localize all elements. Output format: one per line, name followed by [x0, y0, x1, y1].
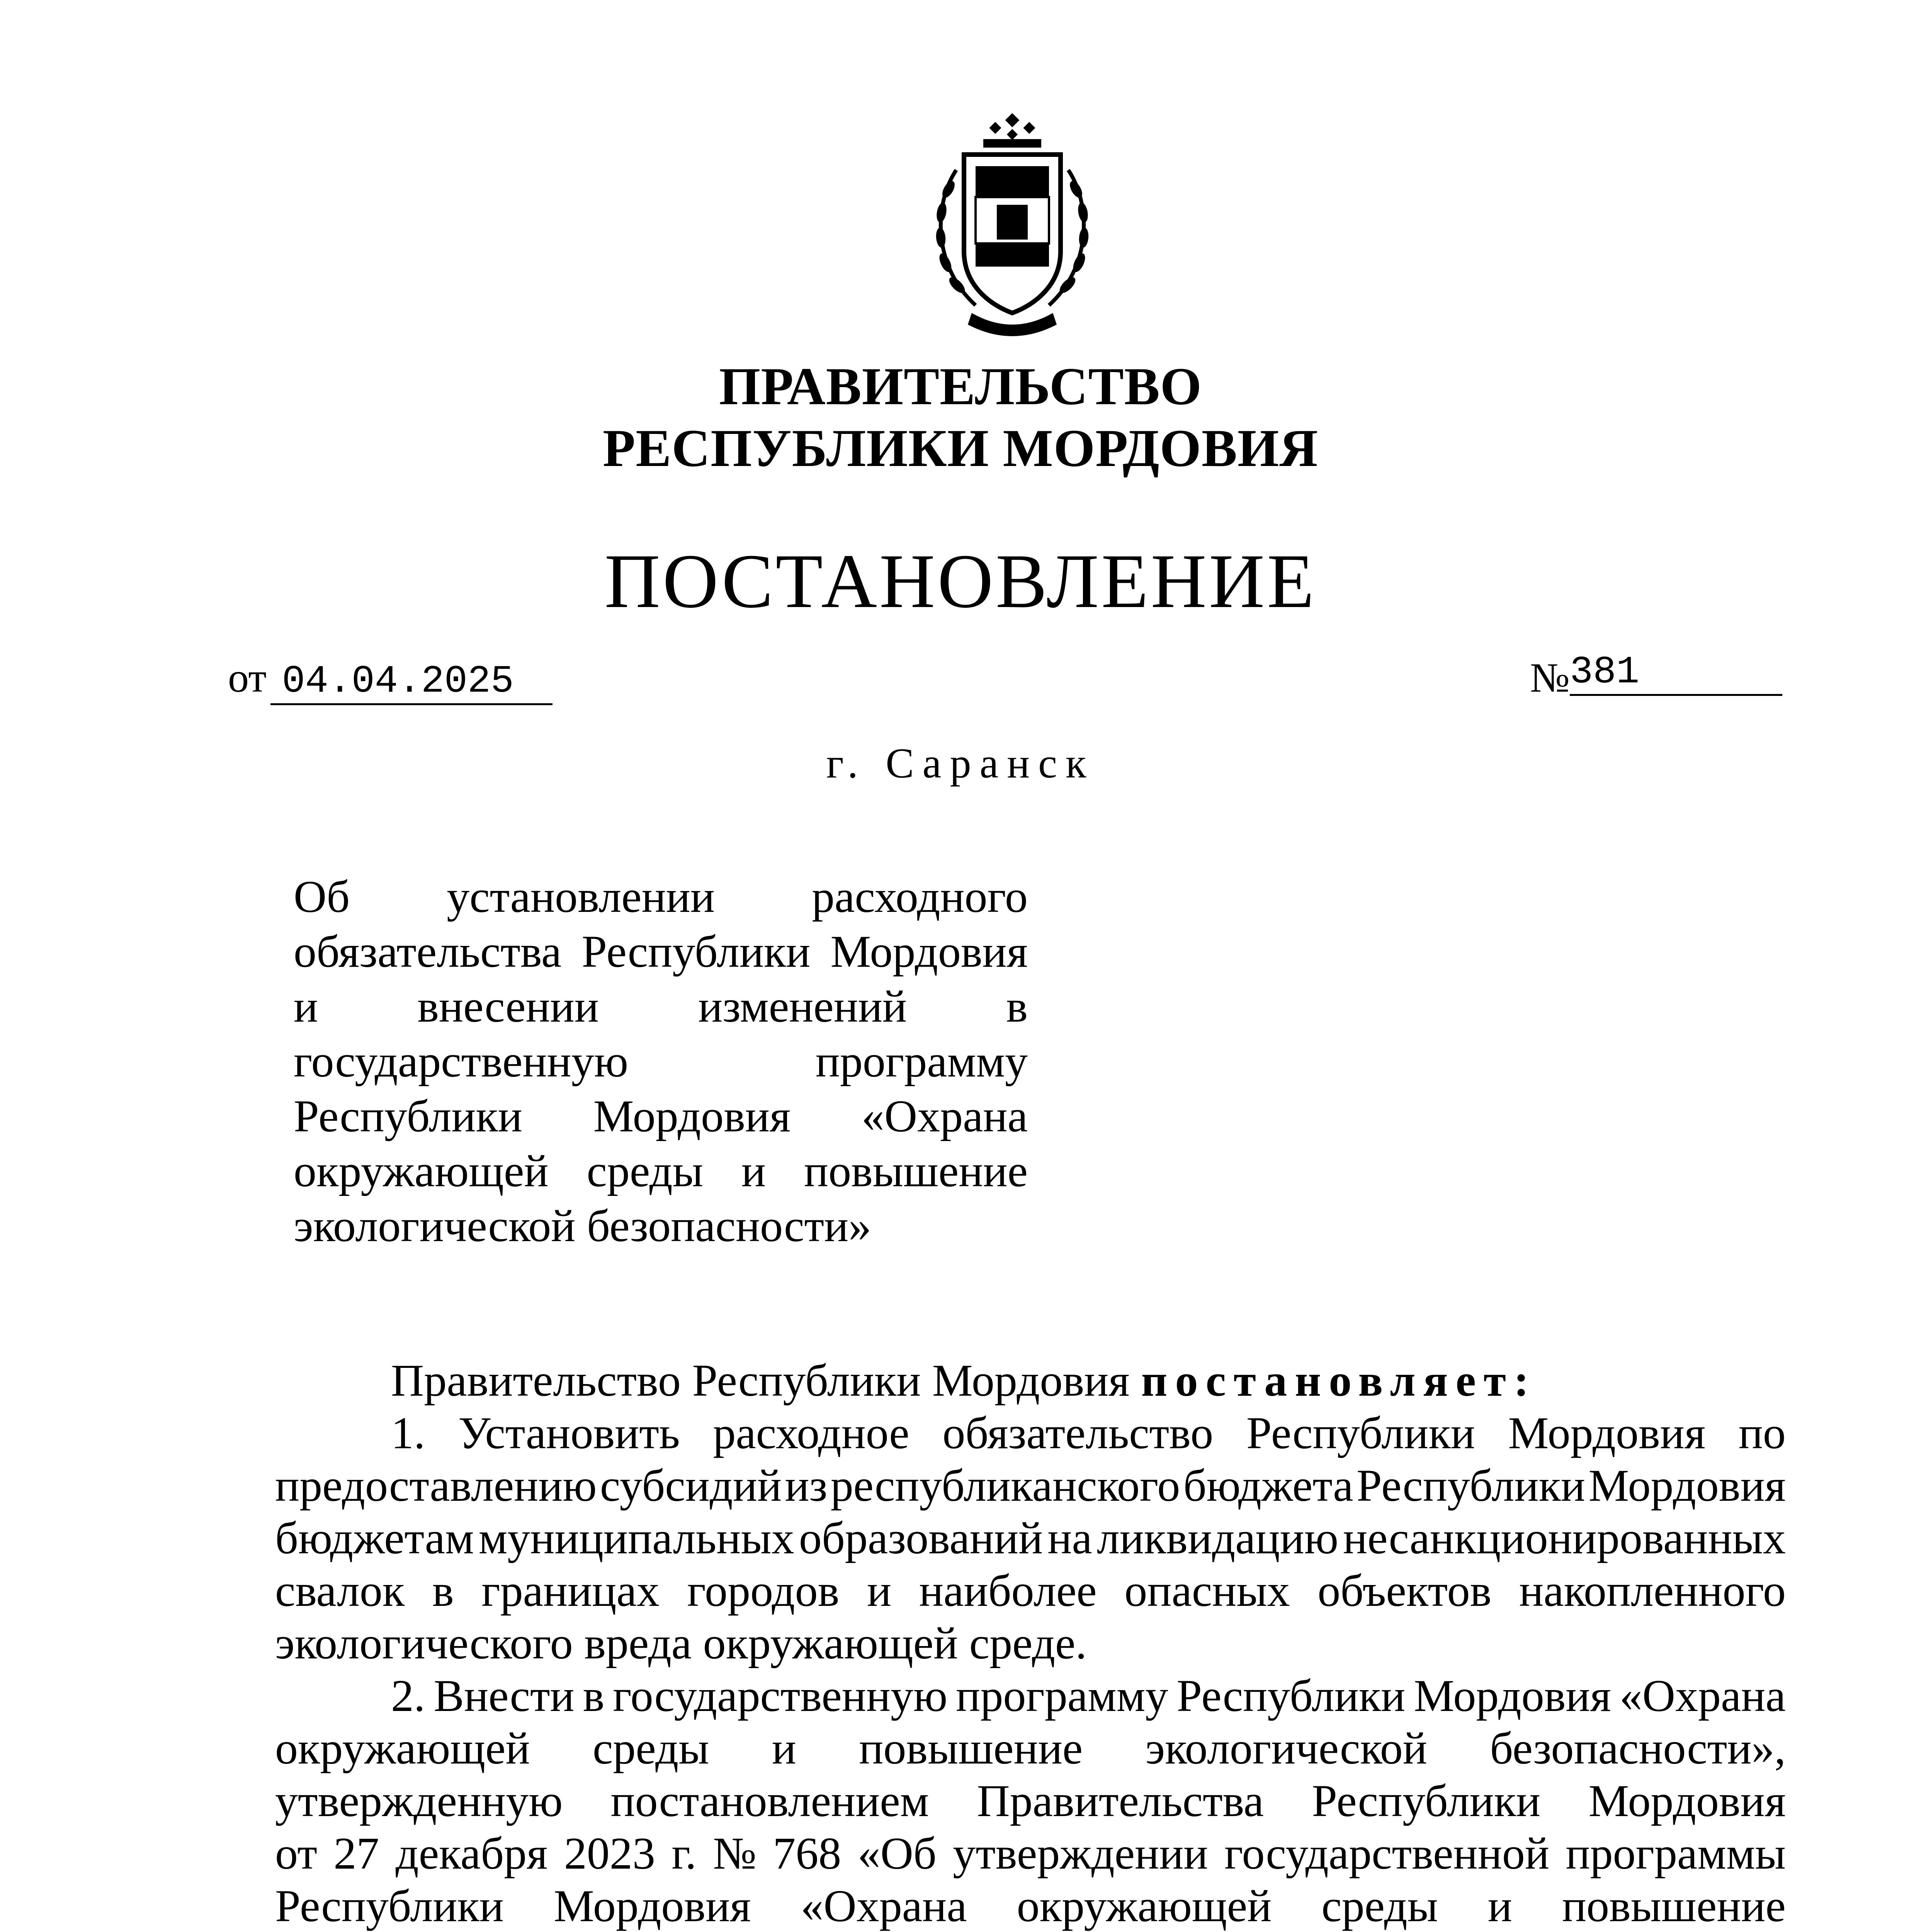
city-line: г. Саранск — [826, 740, 1095, 787]
body-word: опасных — [1124, 1565, 1290, 1616]
body-word: по — [1738, 1408, 1786, 1458]
body-word: г. — [672, 1828, 697, 1879]
organization-title-line1: ПРАВИТЕЛЬСТВО — [719, 357, 1202, 416]
body-word: Республики — [275, 1881, 504, 1931]
subject-word: обязательства — [294, 926, 562, 977]
body-word: Мордовия — [1508, 1408, 1706, 1458]
subject-word: программу — [815, 1036, 1028, 1087]
body-word: объектов — [1318, 1565, 1492, 1616]
number-prefix: № — [1530, 655, 1570, 701]
organization-title — [0, 355, 1921, 479]
subject-word: Об — [294, 871, 350, 922]
body-word: Мордовия — [1414, 1670, 1611, 1721]
body-line — [275, 1775, 1786, 1827]
body-word: из — [785, 1460, 828, 1511]
body-word: 1. — [391, 1408, 425, 1458]
document-date: 04.04.2025 — [270, 661, 552, 705]
body-line — [275, 1722, 1786, 1775]
subject-word: в — [1006, 981, 1028, 1032]
body-word: городов — [687, 1565, 840, 1616]
body-word: бюджета — [1183, 1460, 1353, 1511]
body-word: наиболее — [919, 1565, 1097, 1616]
body-line — [275, 1407, 1786, 1459]
body-word: и — [867, 1565, 892, 1616]
subject-word: изменений — [698, 981, 907, 1032]
body-line — [275, 1617, 1786, 1670]
subject-word: и — [741, 1146, 766, 1196]
document-type-heading: ПОСТАНОВЛЕНИЕ — [604, 539, 1317, 624]
body-word: Мордовия — [553, 1881, 751, 1931]
body-word: Республики — [1176, 1670, 1406, 1721]
body-word: Республики — [1312, 1776, 1541, 1826]
body-word: границах — [481, 1565, 660, 1616]
organization-title-line2: РЕСПУБЛИКИ МОРДОВИЯ — [603, 418, 1318, 478]
body-word: на — [1047, 1513, 1092, 1563]
subject-word: установлении — [447, 871, 715, 922]
date-prefix: от — [228, 655, 267, 701]
body-word: ликвидацию — [1096, 1513, 1338, 1563]
body-word: декабря — [395, 1828, 548, 1879]
subject-word: Мордовия — [830, 926, 1028, 977]
date-row — [228, 653, 552, 705]
body-line — [275, 1565, 1786, 1617]
body-word: в — [432, 1565, 454, 1616]
body-word: субсидий — [600, 1460, 782, 1511]
body-word: в — [583, 1670, 605, 1721]
body-word: от — [275, 1828, 318, 1879]
body-word: и — [1488, 1881, 1512, 1931]
body-text — [275, 1354, 1786, 1932]
subject-line — [294, 1199, 1028, 1253]
body-word: программы — [1566, 1828, 1786, 1879]
body-word: повышение — [1562, 1881, 1786, 1931]
body-line — [275, 1670, 1786, 1722]
body-word: «Охрана — [1619, 1670, 1786, 1721]
coat-of-arms-emblem — [921, 112, 1103, 344]
subject-line — [294, 1144, 1028, 1199]
body-word: повышение — [859, 1723, 1083, 1774]
body-word: расходное — [713, 1408, 910, 1458]
body-word: 768 — [773, 1828, 842, 1879]
subject-word: окружающей — [294, 1146, 549, 1196]
subject-block — [294, 869, 1028, 1253]
preamble-verb: постановляет: — [1141, 1355, 1537, 1406]
body-line — [275, 1512, 1786, 1565]
body-word: 2. — [391, 1670, 425, 1721]
body-word: Внести — [434, 1670, 575, 1721]
body-word: утверждении — [953, 1828, 1208, 1879]
body-word: предоставлению — [275, 1460, 597, 1511]
subject-word: Мордовия — [593, 1091, 791, 1141]
subject-word: государственную — [294, 1036, 628, 1087]
subject-word: Республики — [581, 926, 811, 977]
preamble-text: Правительство Республики Мордовия — [391, 1355, 1130, 1406]
body-word: «Охрана — [801, 1881, 967, 1931]
subject-word: экологической безопасности» — [294, 1201, 872, 1251]
body-word: постановлением — [610, 1776, 929, 1826]
body-word: Установить — [458, 1408, 680, 1458]
body-word: Республики — [1246, 1408, 1475, 1458]
body-line — [275, 1459, 1786, 1512]
body-line — [275, 1880, 1786, 1932]
body-word: среды — [1321, 1881, 1438, 1931]
subject-word: внесении — [417, 981, 599, 1032]
number-row — [1530, 653, 1782, 703]
body-word: обязательство — [942, 1408, 1214, 1458]
body-word: экологического вреда окружающей среде. — [275, 1618, 1087, 1668]
body-word: Правительства — [977, 1776, 1264, 1826]
subject-word: Республики — [294, 1091, 522, 1141]
body-word: окружающей — [275, 1723, 530, 1774]
body-word: среды — [592, 1723, 709, 1774]
body-word: 2023 — [564, 1828, 655, 1879]
subject-line — [294, 869, 1028, 924]
body-word: муниципальных — [478, 1513, 794, 1563]
body-word: окружающей — [1017, 1881, 1272, 1931]
body-word: безопасности», — [1490, 1723, 1786, 1774]
body-word: образований — [799, 1513, 1043, 1563]
subject-line — [294, 979, 1028, 1034]
body-word: Республики — [1357, 1460, 1585, 1511]
body-word: утвержденную — [275, 1776, 563, 1826]
document-number: 381 — [1570, 651, 1782, 696]
subject-word: среды — [586, 1146, 704, 1196]
body-word: Мордовия — [1588, 1776, 1786, 1826]
body-word: республиканского — [830, 1460, 1180, 1511]
subject-line — [294, 924, 1028, 979]
body-word: государственной — [1224, 1828, 1549, 1879]
subject-word: расходного — [812, 871, 1028, 922]
body-word: программу — [956, 1670, 1168, 1721]
body-word: свалок — [275, 1565, 405, 1616]
body-word: «Об — [857, 1828, 937, 1879]
body-line — [275, 1827, 1786, 1880]
body-word: несанкционированных — [1343, 1513, 1786, 1563]
preamble-line — [275, 1354, 1786, 1407]
subject-line — [294, 1034, 1028, 1089]
subject-line — [294, 1089, 1028, 1144]
body-word: экологической — [1145, 1723, 1427, 1774]
subject-word: «Охрана — [861, 1091, 1028, 1141]
subject-word: повышение — [804, 1146, 1028, 1196]
body-word: и — [772, 1723, 796, 1774]
body-word: № — [713, 1828, 756, 1879]
body-word: накопленного — [1519, 1565, 1786, 1616]
body-word: Мордовия — [1588, 1460, 1786, 1511]
body-word: бюджетам — [275, 1513, 474, 1563]
body-word: государственную — [613, 1670, 948, 1721]
body-word: 27 — [333, 1828, 379, 1879]
subject-word: и — [294, 981, 318, 1032]
